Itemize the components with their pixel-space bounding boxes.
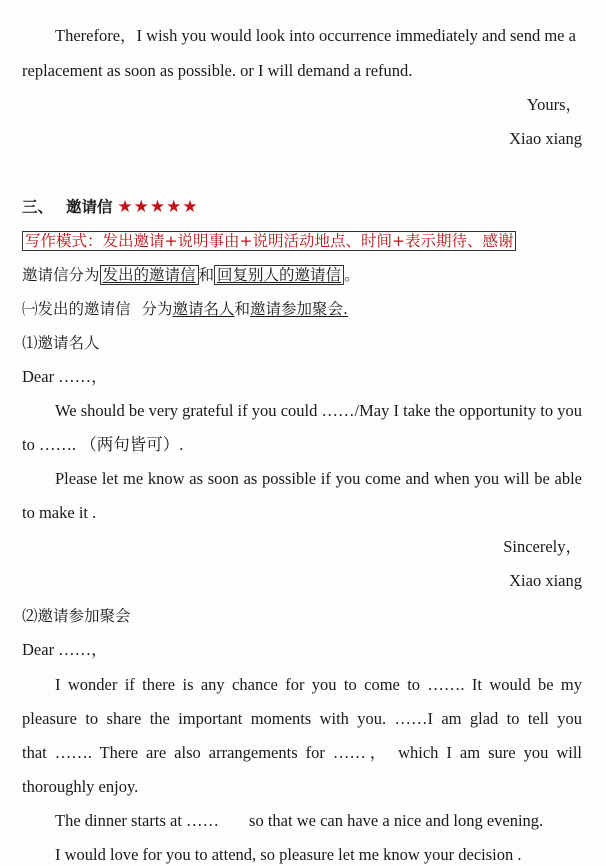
item-2-para-2-b: so that we can have a nice and long evening. (249, 811, 544, 830)
subsection-1 (22, 299, 582, 319)
item-1-title: ⑴邀请名人 (22, 334, 100, 352)
item-2-para-1-line-1: I wonder if there is any chance for you to come to ……. It would be my (55, 675, 582, 694)
item-2-para-1-line-2: pleasure to share the important moments with you. ……I am glad to tell you (22, 709, 582, 728)
item-1-para-2-line-2: to make it . (22, 503, 97, 522)
item-1-para-1-line-1: We should be very grateful if you could ……/May I take the opportunity to you (55, 401, 582, 420)
section-title: 邀请信 (65, 198, 113, 216)
item-1-salutation: Dear ……， (22, 367, 108, 386)
type-reply-invitation: 回复别人的邀请信 (214, 265, 344, 285)
item-2-title: ⑵邀请参加聚会 (22, 607, 131, 625)
writing-pattern (22, 231, 582, 251)
subsection-1-and: 和 (234, 300, 250, 318)
item-2-para-2-a: The dinner starts at …… (55, 811, 220, 830)
item-2-para-1-line-4: thoroughly enjoy. (22, 777, 139, 796)
rating-stars-icon: ★★★★★ (117, 197, 199, 217)
subsection-1-mid: 分为 (141, 300, 173, 318)
letter-types-and: 和 (198, 266, 215, 284)
writing-pattern-box (22, 231, 516, 251)
item-1-closing: Sincerely， (503, 537, 582, 556)
item-1-signature: Xiao xiang (509, 571, 582, 590)
complaint-line-1: Therefore，I wish you would look into occurrence immediately and send me a (55, 26, 576, 45)
item-2-para-3: I would love for you to attend, so pleasure let me know your decision . (55, 845, 522, 864)
subsection-1-celebrity: 邀请名人 (172, 300, 235, 318)
item-2-salutation: Dear ……， (22, 640, 108, 659)
pattern-text: 发出邀请+说明事由+说明活动地点、时间+表示期待、感谢 (102, 232, 514, 250)
item-2-para-2 (55, 811, 582, 831)
section-number: 三、 (22, 198, 54, 216)
letter-types-prefix: 邀请信分为 (22, 266, 100, 284)
item-2-para-1-line-3: that ……. There are also arrangements for ……， which I am sure you will (22, 743, 582, 762)
section-heading (22, 197, 582, 217)
item-1-para-2-line-1: Please let me know as soon as possible if you come and when you will be able (55, 469, 582, 488)
subsection-1-prefix: ㈠发出的邀请信 (22, 300, 131, 318)
type-sent-invitation: 发出的邀请信 (100, 265, 199, 285)
pattern-label: 写作模式： (25, 232, 103, 250)
complaint-signature: Xiao xiang (509, 129, 582, 148)
letter-types-end: 。 (344, 266, 360, 284)
item-1-para-1-line-2: to ……. （两句皆可）. (22, 435, 184, 454)
letter-types (22, 265, 582, 285)
complaint-line-2: replacement as soon as possible. or I will demand a refund. (22, 61, 413, 80)
subsection-1-party: 邀请参加聚会. (250, 300, 348, 318)
complaint-closing: Yours， (526, 95, 582, 114)
